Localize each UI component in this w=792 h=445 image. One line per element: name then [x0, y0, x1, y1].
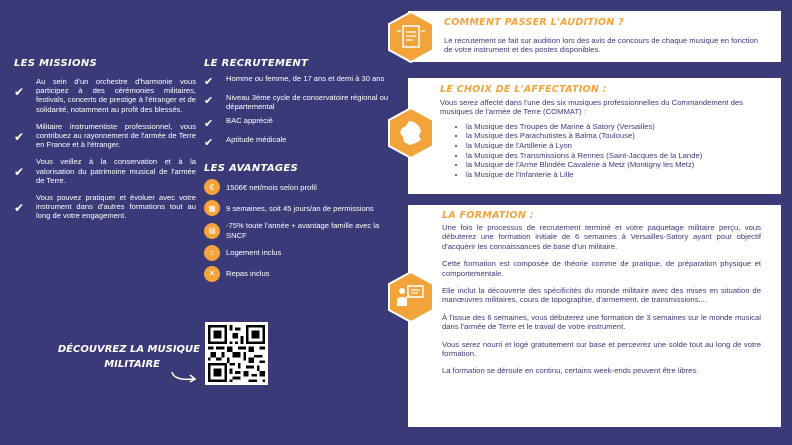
- list-item: • la Musique de l'Arme Blindée Cavalerie à Metz (Montigny les Metz): [466, 160, 761, 170]
- advantage-text: 9 semaines, soit 45 jours/an de permissions: [226, 203, 374, 213]
- requirement-text: Niveau 3ème cycle de conservatoire régional ou départemental: [226, 93, 389, 112]
- advantage-text: -75% toute l'année + avantage famille avec la SNCF: [226, 221, 380, 240]
- mission-item: [14, 122, 196, 150]
- advantage-item: [204, 266, 396, 282]
- formation-card: [408, 205, 781, 427]
- requirement-item: [204, 135, 396, 149]
- formation-paragraph: Une fois le processus de recrutement terminé et votre paquetage militaire perçu, vous débuterez une formation initiale de 6 semaines à Versailles-Satory ayant pour objectif d'acquérir les connaissances de base d'un militaire.: [442, 223, 761, 251]
- house-icon: ⌂: [204, 245, 220, 261]
- advantage-item: [204, 221, 396, 239]
- requirement-item: [204, 93, 396, 111]
- requirement-item: [204, 74, 396, 88]
- advantage-text: Logement inclus: [226, 248, 282, 258]
- checkmark-icon: ✔: [14, 129, 25, 144]
- france-map-icon: [388, 107, 434, 159]
- formation-paragraph: La formation se déroule en continu, certains week-ends peuvent être libres.: [442, 366, 699, 376]
- audition-title: COMMENT PASSER L'AUDITION ?: [444, 17, 625, 28]
- mission-text: Vous pouvez pratiquer et évoluer avec votre instrument dans d'autres formations tout au long de votre engagement.: [36, 193, 196, 221]
- formation-paragraph: Vous serez nourri et logé gratuitement sur base et percevrez une solde tout au long de votre formation.: [442, 339, 761, 359]
- advantage-text: Repas inclus: [226, 269, 270, 279]
- document-icon: [388, 11, 434, 63]
- checkmark-icon: ✔: [14, 165, 25, 180]
- requirement-text: Homme ou femme, de 17 ans et demi à 30 ans: [226, 74, 385, 83]
- missions-section: [14, 58, 196, 221]
- affectation-hex-badge: [388, 107, 434, 159]
- audition-card: [408, 11, 781, 62]
- audition-hex-badge: [388, 11, 434, 63]
- advantage-text: 1506€ net/mois selon profil: [226, 182, 317, 192]
- discover-line-1: DÉCOUVREZ LA MUSIQUE: [57, 344, 200, 355]
- list-item: • la Musique des Transmissions à Rennes (Saint-Jacques de la Lande): [466, 151, 761, 161]
- affectation-card: [408, 78, 781, 194]
- mission-item: [14, 157, 196, 185]
- missions-heading: LES MISSIONS: [14, 58, 97, 69]
- discover-line-2: MILITAIRE: [104, 359, 160, 370]
- audition-text: Le recrutement se fait sur audition lors des avis de concours de chaque musique en fonction de votre instrument et des postes disponibles.: [444, 36, 759, 55]
- requirement-text: Aptitude médicale: [226, 135, 287, 145]
- advantage-item: [204, 245, 396, 261]
- affectation-intro: Vous serez affecté dans l'une des six musiques professionnelles du Commandement des musiques de l'armée de Terre (COMMAT) :: [440, 98, 744, 117]
- requirement-text: BAC apprécié: [226, 116, 273, 126]
- advantages-heading: LES AVANTAGES: [204, 163, 299, 175]
- list-item: • la Musique des Parachutistes à Balma (Toulouse): [466, 131, 761, 141]
- checkmark-icon: ✔: [14, 85, 25, 99]
- affectation-list: [466, 122, 761, 180]
- qr-code[interactable]: [205, 322, 268, 385]
- arrow-icon: [170, 368, 200, 384]
- requirement-item: [204, 116, 396, 130]
- list-item: • la Musique des Troupes de Marine à Satory (Versailles): [466, 122, 761, 132]
- checkmark-icon: ✔: [204, 118, 214, 131]
- formation-paragraph: À l'issue des 6 semaines, vous débuterez une formation de 3 semaines sur le monde musical dans l'armée de Terre et le travail de votre instrument.: [442, 312, 761, 332]
- train-icon: ▤: [204, 223, 220, 239]
- list-item: • la Musique de l'Artillerie à Lyon: [466, 141, 761, 151]
- training-icon: [388, 271, 434, 323]
- checkmark-icon: ✔: [204, 137, 214, 150]
- checkmark-icon: ✔: [204, 95, 214, 107]
- mission-text: Au sein d'un orchestre d'harmonie vous participez à des cérémonies militaires, festivals, concerts de prestige à l'étranger et de solidarité, notamment au profit des blessés.: [36, 77, 196, 114]
- list-item: • la Musique de l'Infanterie à Lille: [466, 170, 761, 180]
- checkmark-icon: ✔: [14, 201, 25, 216]
- meal-icon: ✕: [204, 266, 220, 282]
- mission-item: [14, 77, 196, 114]
- checkmark-icon: ✔: [204, 76, 214, 88]
- mission-item: [14, 193, 196, 221]
- advantage-item: [204, 200, 396, 216]
- formation-hex-badge: [388, 271, 434, 323]
- mission-text: Vous veillez à la conservation et à la valorisation du patrimoine musical de l'armée de Terre.: [36, 157, 196, 185]
- recruitment-section: [204, 58, 396, 282]
- formation-title: LA FORMATION :: [442, 210, 534, 221]
- formation-paragraph: Elle inclut la découverte des spécificités du monde militaire avec des mises en situation de manœuvres militaires, cours de topographie, d'armement, de transmissions....: [442, 286, 761, 305]
- qr-code-icon: [208, 325, 265, 382]
- formation-paragraph: Cette formation est composée de théorie comme de pratique, de préparation physique et comportementale.: [442, 259, 761, 278]
- euro-icon: €: [204, 179, 220, 195]
- affectation-title: LE CHOIX DE L'AFFECTATION :: [440, 84, 607, 95]
- advantage-item: [204, 179, 396, 195]
- mission-text: Militaire instrumentiste professionnel, vous contribuez au rayonnement de l'armée de Terre en France et à l'étranger.: [36, 121, 196, 150]
- recruitment-heading: LE RECRUTEMENT: [204, 58, 309, 69]
- calendar-icon: ▦: [204, 200, 220, 216]
